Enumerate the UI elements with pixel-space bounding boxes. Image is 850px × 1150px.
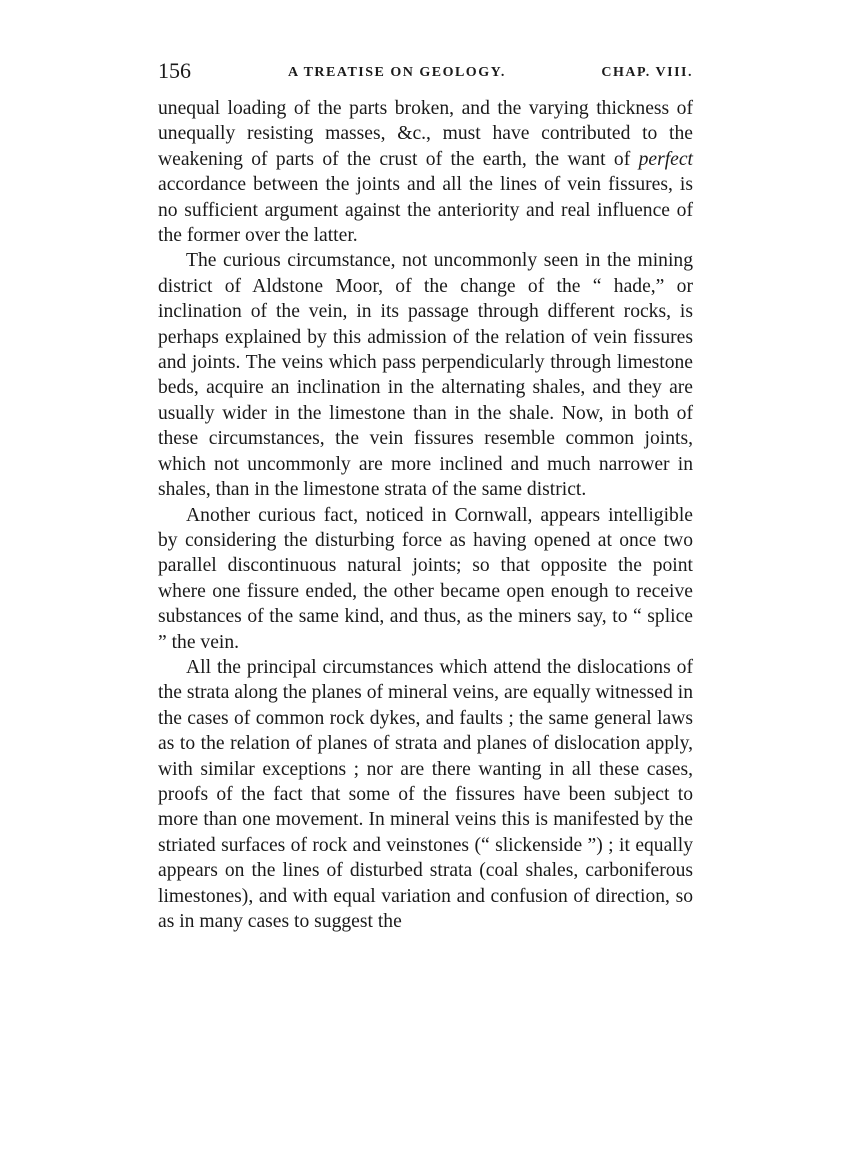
paragraph-1 bbox=[158, 96, 693, 248]
running-head bbox=[158, 58, 693, 88]
page-text bbox=[158, 96, 693, 934]
paragraph-1-text-end: accordance between the joints and all the lines of vein fissures, is no sufficient argument against the anteriority and real influence of the former over the latter. bbox=[158, 174, 693, 247]
paragraph-3: Another curious fact, noticed in Cornwall, appears intelligible by considering the disturbing force as having opened at once two parallel discontinuous natural joints; so that opposite the point where one fissure ended, the other became open enough to receive substances of the same kind, and thus, as the miners say, to “ splice ” the vein. bbox=[158, 504, 693, 653]
paragraph-1-text: unequal loading of the parts broken, and the varying thickness of unequally resisting masses, &c., must have contributed to the weakening of parts of the crust of the earth, the want of bbox=[158, 98, 693, 170]
book-title: A TREATISE ON GEOLOGY. bbox=[288, 65, 506, 80]
paragraph-2: The curious circumstance, not uncommonly seen in the mining district of Aldstone Moor, of the change of the “ hade,” or inclination of the vein, in its passage through different rocks, is perhaps explained by this admission of the relation of vein fissures and joints. The veins which pass perpendicularly through limestone beds, acquire an inclination in the alternating shales, and they are usually wider in the limestone than in the shale. Now, in both of these circumstances, the vein fissures resemble common joints, which not uncommonly are more inclined and much narrower in shales, than in the limestone strata of the same district. bbox=[158, 250, 693, 501]
page-number: 156 bbox=[158, 58, 191, 83]
book-page bbox=[158, 58, 693, 934]
chapter-label: CHAP. VIII. bbox=[601, 65, 693, 80]
emphasized-word: perfect bbox=[638, 148, 693, 170]
paragraph-4: All the principal circumstances which attend the dislocations of the strata along the planes of mineral veins, are equally witnessed in the cases of common rock dykes, and faults ; the same general laws as to the relation of planes of strata and planes of dislocation apply, with similar exceptions ; nor are there wanting in all these cases, proofs of the fact that some of the fissures have been subject to more than one movement. In mineral veins this is manifested by the striated surfaces of rock and veinstones (“ slickenside ”) ; it equally appears on the lines of disturbed strata (coal shales, carboniferous limestones), and with equal variation and confusion of direction, so as in many cases to suggest the bbox=[158, 656, 693, 932]
